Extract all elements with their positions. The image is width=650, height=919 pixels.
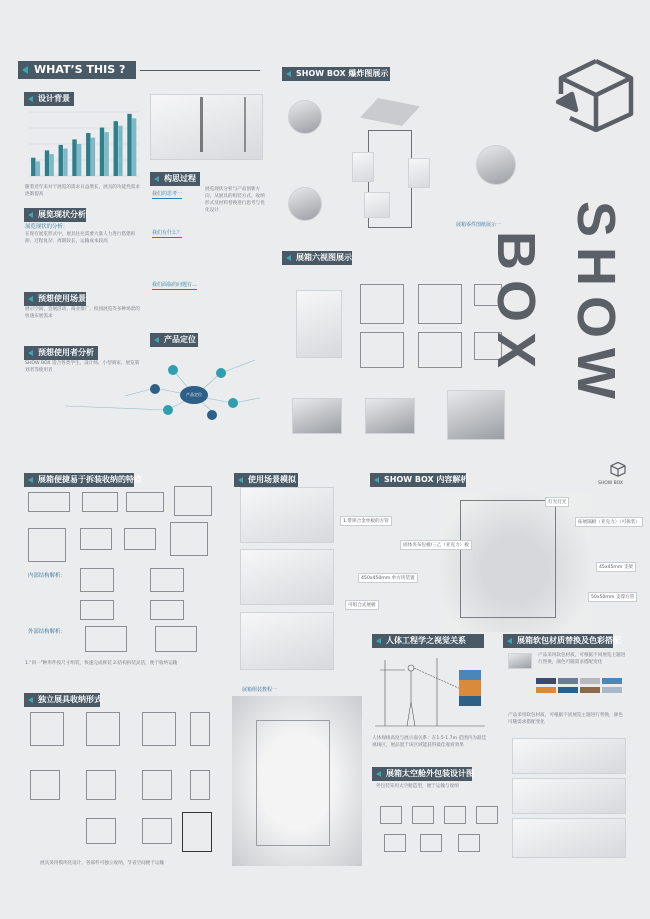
exploded-panel [352, 152, 374, 182]
positioning-node [228, 398, 238, 408]
six-view-front [360, 284, 404, 324]
callout: 灯光灯光 [545, 497, 569, 507]
color-swatch-grid [536, 678, 626, 708]
chart-bar [49, 154, 53, 176]
material-sample [508, 653, 532, 669]
background-text: 随着近年来对于展览的需求日益增长，展具的功能性需求逐渐提高 [25, 185, 140, 197]
convenient-text: 1."同一"种形件按尺寸组装，快速完成拆装 2.结构拆装灵活，便于收纳运输 [25, 661, 178, 666]
positioning-node [216, 368, 226, 378]
exhibition-text: 在现有展览形式中，展具往往需要大量人力进行搭建拆卸，过程复杂，周期较长，运输成本较高 [25, 232, 136, 244]
analysis-frame [460, 500, 556, 618]
ergonomics-header: 人体工程学之视觉关系 [372, 634, 484, 648]
chart-bar [63, 149, 67, 176]
chart-bar [104, 132, 108, 176]
callout: 450x450mm 单方块装置 [358, 573, 418, 583]
chart-bar [100, 128, 104, 176]
storage-text: 展具采用模块化设计，各部件可独立收纳，节省空间便于运输 [40, 861, 165, 866]
assembly-diagram [82, 492, 118, 512]
callout: 拓展隔板（亚克力）（可拆装） [575, 517, 643, 527]
showbox-logo-small [610, 461, 626, 477]
packaging-diagram [380, 806, 402, 824]
exploded-detail-left [288, 100, 322, 134]
chart-bar [132, 118, 136, 176]
storage-diagram [142, 770, 172, 800]
storage-header: 独立展具收纳形式 [24, 693, 100, 707]
callout: 1.带锁合金单板的方管 [340, 516, 392, 526]
color-swatch [580, 687, 600, 693]
six-view-left [418, 332, 462, 368]
materials-note: 产品采用软包材质，可根据不同展览主题进行替换，颜色可随需求搭配变化 [508, 713, 623, 725]
usage-scene-text: 展示空间、会展活动、商业推广、校园展览等多种场景的快速布展需求 [25, 307, 140, 319]
six-view-side [418, 284, 462, 324]
assembly-diagram [28, 528, 66, 562]
module-config-2 [365, 398, 415, 434]
six-view-back [360, 332, 404, 368]
whats-this-header: WHAT’S THIS ? [18, 61, 136, 79]
positioning-core-node: 产品定位 [180, 386, 208, 404]
chart-bar [36, 161, 40, 176]
storage-diagram [190, 770, 210, 800]
exploded-detail-left2 [288, 187, 322, 221]
storage-diagram [182, 812, 212, 852]
color-swatch [536, 678, 556, 684]
logo-small-label: SHOW BOX [598, 481, 624, 486]
packaging-diagram [458, 834, 480, 852]
packaging-diagram [420, 834, 442, 852]
assembly-diagram [174, 486, 212, 516]
storage-diagram [86, 712, 120, 746]
assembly-diagram [126, 492, 164, 512]
chart-bar [91, 138, 95, 176]
color-variant-3 [512, 818, 626, 858]
inner-structure-diagram [80, 568, 114, 592]
inner-structure-diagram [150, 568, 184, 592]
assembly-diagram [170, 522, 208, 556]
inner-structure-diagram [80, 600, 114, 620]
chart-bar [45, 150, 49, 176]
storage-diagram [30, 712, 64, 746]
positioning-node [150, 384, 160, 394]
callout: 固体夹布包板/三乙（亚克力）板 [400, 540, 472, 550]
exploded-model-top [360, 98, 420, 126]
exploded-panel [408, 158, 430, 188]
background-header: 设计背景 [24, 92, 74, 106]
chart-bar [77, 144, 81, 176]
storage-diagram [30, 770, 60, 800]
storage-diagram [86, 770, 116, 800]
storage-diagram [142, 818, 172, 844]
users-header: 预想使用者分析 [24, 346, 98, 360]
callout: 可组合式展板 [345, 600, 379, 610]
six-views-header: 展箱六视图展示 [282, 251, 352, 265]
ergonomics-text: 人体视线高度与展示面关系：在1.5-1.7m 范围内为最佳视线区，展品置于该区域能获得最佳观看效果 [372, 736, 487, 748]
header-rule [140, 70, 260, 71]
color-variant-1 [512, 738, 626, 774]
background-bar-chart [25, 108, 143, 180]
positioning-node [168, 365, 178, 375]
question-think: 我们的思考一 [152, 191, 183, 197]
materials-text: 产品采用软包材质，可根据不同展览主题进行替换，颜色可随需求搭配变化 [538, 653, 626, 665]
outer-structure-diagram [155, 626, 197, 652]
question-problems: 我们面临的问题有... [152, 282, 197, 288]
idea-process-header: 构思过程 [150, 172, 200, 186]
chart-bar [127, 114, 131, 176]
inner-structure-diagram [150, 600, 184, 620]
callout: 50x50mm 支撑方管 [588, 592, 637, 602]
color-swatch [536, 687, 556, 693]
callout: 45x45mm 支架 [596, 562, 636, 572]
color-swatch [602, 687, 622, 693]
packaging-header: 展箱太空舱外包装设计图 [372, 767, 472, 781]
exploded-detail-right [476, 145, 516, 185]
parts-view-label: 展箱零件图纸展示一 [456, 222, 502, 228]
storage-diagram [142, 712, 176, 746]
positioning-node [207, 410, 217, 420]
storage-diagram [190, 712, 210, 746]
scene-photo-1 [240, 487, 334, 543]
scene-photo-2 [240, 549, 334, 605]
positioning-node [163, 405, 173, 415]
question-have: 我们有什么？ [152, 230, 183, 236]
packaging-diagram [384, 834, 406, 852]
users-text: SHOW BOX 适合各类学生、设计师、小型商家、展览策划者等使用者 [25, 361, 140, 373]
usage-scene-header: 预想使用场景 [24, 292, 86, 306]
chart-bar [86, 133, 90, 176]
idea-text: 展览现状分析与产品创新方向，从展具的组装方式、收纳形式及材料替换进行思考与优化设计 [205, 187, 265, 213]
color-swatch [558, 687, 578, 693]
scene-photo-3 [240, 612, 334, 670]
exploded-header: SHOW BOX 爆炸图展示 [282, 67, 390, 81]
color-swatch [580, 678, 600, 684]
chart-bar [72, 139, 76, 176]
convenient-header: 展箱便捷易于拆装收纳的特点 [24, 473, 134, 487]
analysis-header: SHOW BOX 内容解析 [370, 473, 466, 487]
assembly-diagram [124, 528, 156, 550]
chart-bar [114, 121, 118, 176]
module-config-3 [447, 390, 505, 440]
assembly-tutorial-label: 展箱组装教程一 [242, 687, 278, 693]
chart-bar [31, 158, 35, 176]
chart-bar [118, 126, 122, 176]
module-config-1 [292, 398, 342, 434]
scene-header: 使用场景模拟 [234, 473, 298, 487]
materials-header: 展箱软包材质替换及色彩搭配 [503, 634, 613, 648]
assembly-diagram [28, 492, 70, 512]
exploded-panel [364, 192, 390, 218]
color-swatch [602, 678, 622, 684]
outer-structure-diagram [85, 626, 127, 652]
six-view-perspective [296, 290, 342, 358]
showbox-vertical-title: SHOW BOX [486, 201, 626, 409]
color-variant-2 [512, 778, 626, 814]
showcase-frame [200, 97, 246, 152]
exhibition-question: 展览现状的分析： [25, 224, 69, 230]
chart-bar [59, 145, 63, 176]
packaging-diagram [476, 806, 498, 824]
assembly-diagram [80, 528, 112, 550]
storage-diagram [86, 818, 116, 844]
packaging-diagram [444, 806, 466, 824]
positioning-header: 产品定位 [150, 333, 198, 347]
color-swatch [558, 678, 578, 684]
render-frame [256, 720, 330, 846]
packaging-text: 外包装采用太空舱造型，便于运输与收纳 [376, 784, 459, 789]
inner-structure-label: 内部结构解析： [28, 573, 66, 579]
showbox-logo [556, 56, 636, 132]
ergonomics-diagram [375, 650, 485, 730]
exhibition-status-header: 展览现状分析 [24, 208, 86, 222]
outer-structure-label: 外部结构解析： [28, 629, 66, 635]
packaging-diagram [412, 806, 434, 824]
